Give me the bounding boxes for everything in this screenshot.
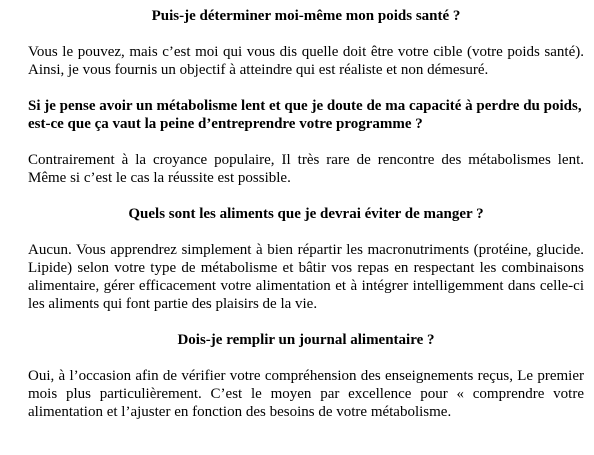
faq-question-3: Quels sont les aliments que je devrai éviter de manger ? — [128, 206, 484, 222]
faq-answer-3: Aucun. Vous apprendrez simplement à bien répartir les macronutriments (protéine, glucide. Lipide) selon votre type de métabolisme et bâtir vos repas en respectant les combinaisons alimentaire, gérer efficacement votre alimentation et à intégrer intelligemment dans celle-ci les aliments qui font partie des plaisirs de la vie. — [28, 242, 584, 312]
faq-question-1: Puis-je déterminer moi-même mon poids santé ? — [151, 8, 461, 24]
faq-answer-2: Contrairement à la croyance populaire, Il très rare de rencontre des métabolismes lent. Même si c’est le cas la réussite est possible. — [28, 152, 584, 186]
faq-question-2: Si je pense avoir un métabolisme lent et que je doute de ma capacité à perdre du poids, est-ce que ça vaut la peine d’entreprendre votre programme ? — [28, 98, 582, 132]
faq-answer-4: Oui, à l’occasion afin de vérifier votre compréhension des enseignements reçus, Le premier mois plus particulièrement. C’est le moyen par excellence pour « comprendre votre alimentation et l’ajuster en fonction des besoins de votre métabolisme. — [28, 368, 584, 420]
faq-document — [28, 7, 584, 421]
faq-answer-1: Vous le pouvez, mais c’est moi qui vous dis quelle doit être votre cible (votre poids santé). Ainsi, je vous fournis un objectif à atteindre qui est réaliste et non démesuré. — [28, 44, 584, 78]
faq-question-4: Dois-je remplir un journal alimentaire ? — [177, 332, 435, 348]
